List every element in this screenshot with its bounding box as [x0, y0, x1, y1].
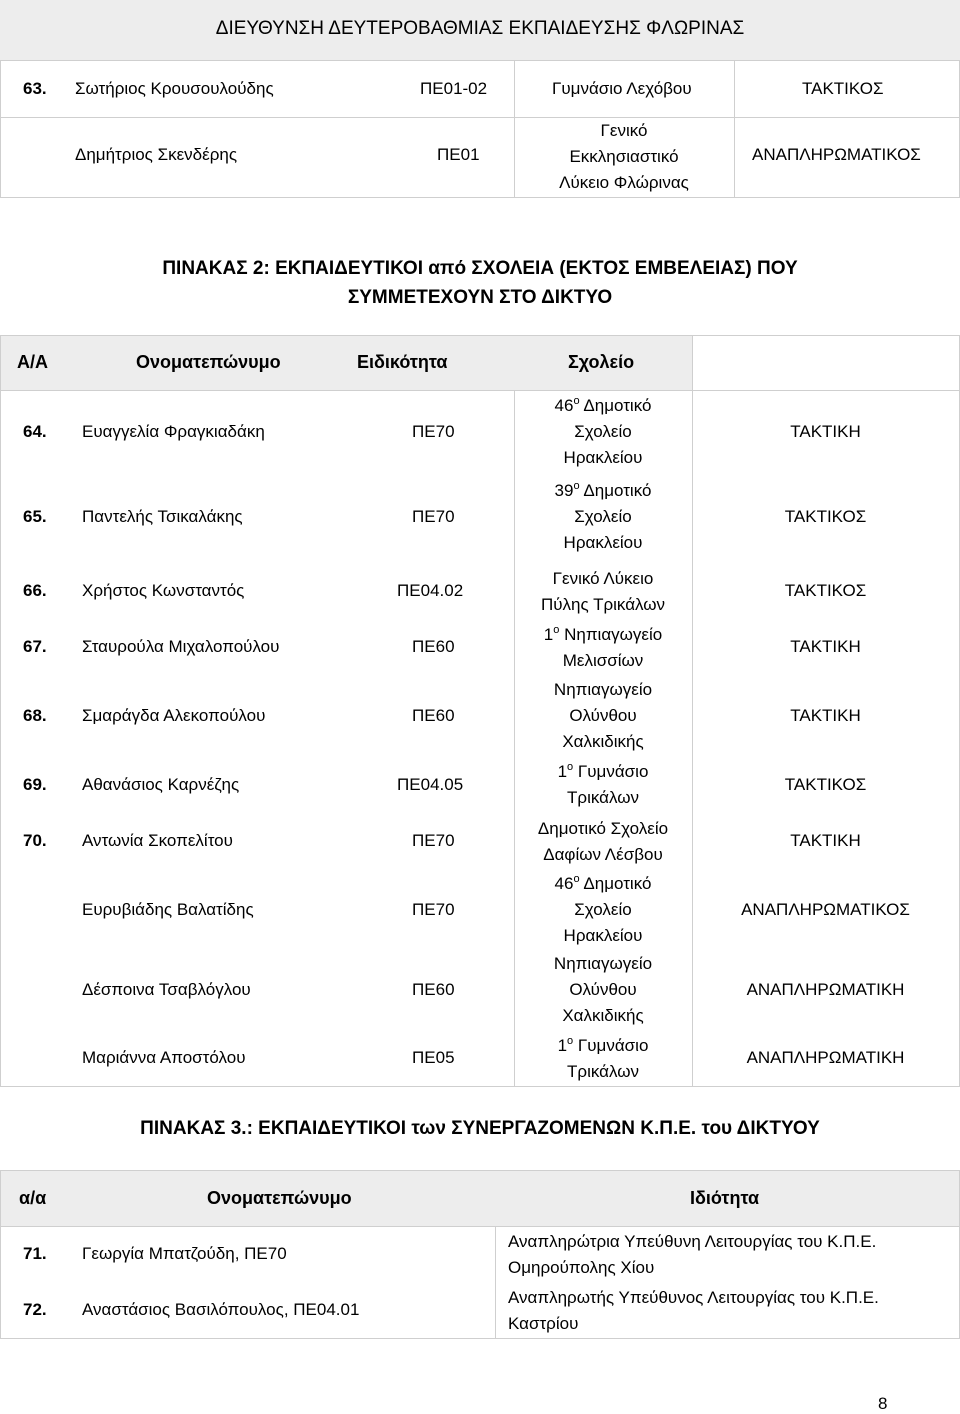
specialty: ΠΕ05: [412, 1048, 455, 1067]
school: Δημοτικό Σχολείο Δαφίων Λέσβου: [537, 819, 669, 864]
col-header-school: Σχολείο: [568, 352, 635, 372]
person-name: Μαριάννα Αποστόλου: [82, 1048, 246, 1067]
status: ΤΑΚΤΙΚΗ: [790, 422, 861, 441]
col-header-role: Ιδιότητα: [690, 1188, 760, 1208]
person-name: Σταυρούλα Μιχαλοπούλου: [82, 637, 280, 656]
person-name: Χρήστος Κωνσταντός: [82, 581, 245, 600]
person-name: Αναστάσιος Βασιλόπουλος, ΠΕ04.01: [82, 1300, 360, 1319]
banner-title: ΔΙΕΥΘΥΝΣΗ ΔΕΥΤΕΡΟΒΑΘΜΙΑΣ ΕΚΠΑΙΔΕΥΣΗΣ ΦΛΩΡΙΝΑΣ: [215, 18, 745, 39]
table-row: [0, 61, 960, 117]
status: ΤΑΚΤΙΚΗ: [790, 831, 861, 850]
specialty: ΠΕ70: [412, 422, 455, 441]
person-name: Ευαγγελία Φραγκιαδάκη: [82, 422, 265, 441]
row-number: 64.: [23, 422, 47, 441]
row-number: 68.: [23, 706, 47, 725]
status: ΤΑΚΤΙΚΟΣ: [802, 79, 884, 98]
row-number: 66.: [23, 581, 47, 600]
status: ΑΝΑΠΛΗΡΩΜΑΤΙΚΗ: [746, 1048, 905, 1067]
status: ΑΝΑΠΛΗΡΩΜΑΤΙΚΟΣ: [752, 145, 921, 164]
status: ΑΝΑΠΛΗΡΩΜΑΤΙΚΟΣ: [741, 900, 910, 919]
table-2-title: ΠΙΝΑΚΑΣ 2: ΕΚΠΑΙΔΕΥΤΙΚΟΙ από ΣΧΟΛΕΙΑ (ΕΚΤΟΣ ΕΜΒΕΛΕΙΑΣ) ΠΟΥ ΣΥΜΜΕΤΕΧΟΥΝ ΣΤΟ ΔΙΚΤΥΟ: [162, 258, 798, 308]
table-3-title: ΠΙΝΑΚΑΣ 3.: ΕΚΠΑΙΔΕΥΤΙΚΟΙ των ΣΥΝΕΡΓΑΖΟΜΕΝΩΝ Κ.Π.Ε. του ΔΙΚΤΥΟΥ: [140, 1118, 820, 1139]
school: $46^o$ Δημοτικό Σχολείο Ηρακλείου: [554, 395, 652, 467]
status: ΤΑΚΤΙΚΟΣ: [784, 507, 867, 526]
col-header-name: Ονοματεπώνυμο: [207, 1188, 352, 1208]
school: Γενικό Λύκειο Πύλης Τρικάλων: [540, 569, 666, 614]
specialty: ΠΕ04.05: [397, 775, 464, 794]
person-name: Γεωργία Μπατζούδη, ΠΕ70: [82, 1244, 287, 1263]
specialty: ΠΕ01: [437, 145, 480, 164]
row-number: 70.: [23, 831, 47, 850]
col-header-name: Ονοματεπώνυμο: [136, 352, 281, 372]
col-header-aa: α/α: [19, 1188, 47, 1208]
person-name: Παντελής Τσικαλάκης: [82, 507, 243, 526]
role: Αναπληρωτής Υπεύθυνος Λειτουργίας του Κ.Π.Ε. Καστρίου: [508, 1288, 879, 1333]
status: ΤΑΚΤΙΚΗ: [790, 637, 861, 656]
school: Γυμνάσιο Λεχόβου: [552, 79, 692, 98]
row-number: 69.: [23, 775, 47, 794]
row-number: 67.: [23, 637, 47, 656]
row-number: 65.: [23, 507, 47, 526]
person-name: Αντωνία Σκοπελίτου: [82, 831, 233, 850]
status: ΑΝΑΠΛΗΡΩΜΑΤΙΚΗ: [746, 980, 905, 999]
person-name: Δέσποινα Τσαβλόγλου: [82, 980, 251, 999]
row-number: 71.: [23, 1244, 47, 1263]
row-number: 63.: [23, 79, 47, 98]
table-3-header: [0, 1170, 960, 1226]
specialty: ΠΕ60: [412, 706, 455, 725]
school: $46^o$ Δημοτικό Σχολείο Ηρακλείου: [554, 873, 652, 945]
person-name: Αθανάσιος Καρνέζης: [82, 775, 240, 794]
status: ΤΑΚΤΙΚΟΣ: [784, 775, 867, 794]
specialty: ΠΕ70: [412, 900, 455, 919]
specialty: ΠΕ01-02: [420, 79, 488, 98]
person-name: Σωτήριος Κρουσουλούδης: [75, 79, 274, 98]
school: $1^o$ Γυμνάσιο Τρικάλων: [557, 761, 649, 807]
school: Νηπιαγωγείο Ολύνθου Χαλκιδικής: [553, 954, 653, 1025]
col-header-specialty: Ειδικότητα: [357, 352, 448, 372]
school: $1^o$ Νηπιαγωγείο Μελισσίων: [543, 624, 663, 670]
specialty: ΠΕ70: [412, 507, 455, 526]
page-number: 8: [878, 1394, 888, 1413]
school: $1^o$ Γυμνάσιο Τρικάλων: [557, 1035, 649, 1081]
specialty: ΠΕ70: [412, 831, 455, 850]
school: Γενικό Εκκλησιαστικό Λύκειο Φλώρινας: [559, 121, 689, 192]
row-number: 72.: [23, 1300, 47, 1319]
specialty: ΠΕ04.02: [397, 581, 464, 600]
status: ΤΑΚΤΙΚΗ: [790, 706, 861, 725]
role: Αναπληρώτρια Υπεύθυνη Λειτουργίας του Κ.Π.Ε. Ομηρούπολης Χίου: [508, 1232, 877, 1277]
col-header-aa: Α/Α: [17, 352, 48, 372]
specialty: ΠΕ60: [412, 980, 455, 999]
school: $39^o$ Δημοτικό Σχολείο Ηρακλείου: [554, 480, 652, 552]
person-name: Ευρυβιάδης Βαλατίδης: [82, 900, 254, 919]
person-name: Δημήτριος Σκενδέρης: [75, 145, 238, 164]
status: ΤΑΚΤΙΚΟΣ: [784, 581, 867, 600]
person-name: Σμαράγδα Αλεκοπούλου: [82, 706, 266, 725]
school: Νηπιαγωγείο Ολύνθου Χαλκιδικής: [553, 680, 653, 751]
specialty: ΠΕ60: [412, 637, 455, 656]
